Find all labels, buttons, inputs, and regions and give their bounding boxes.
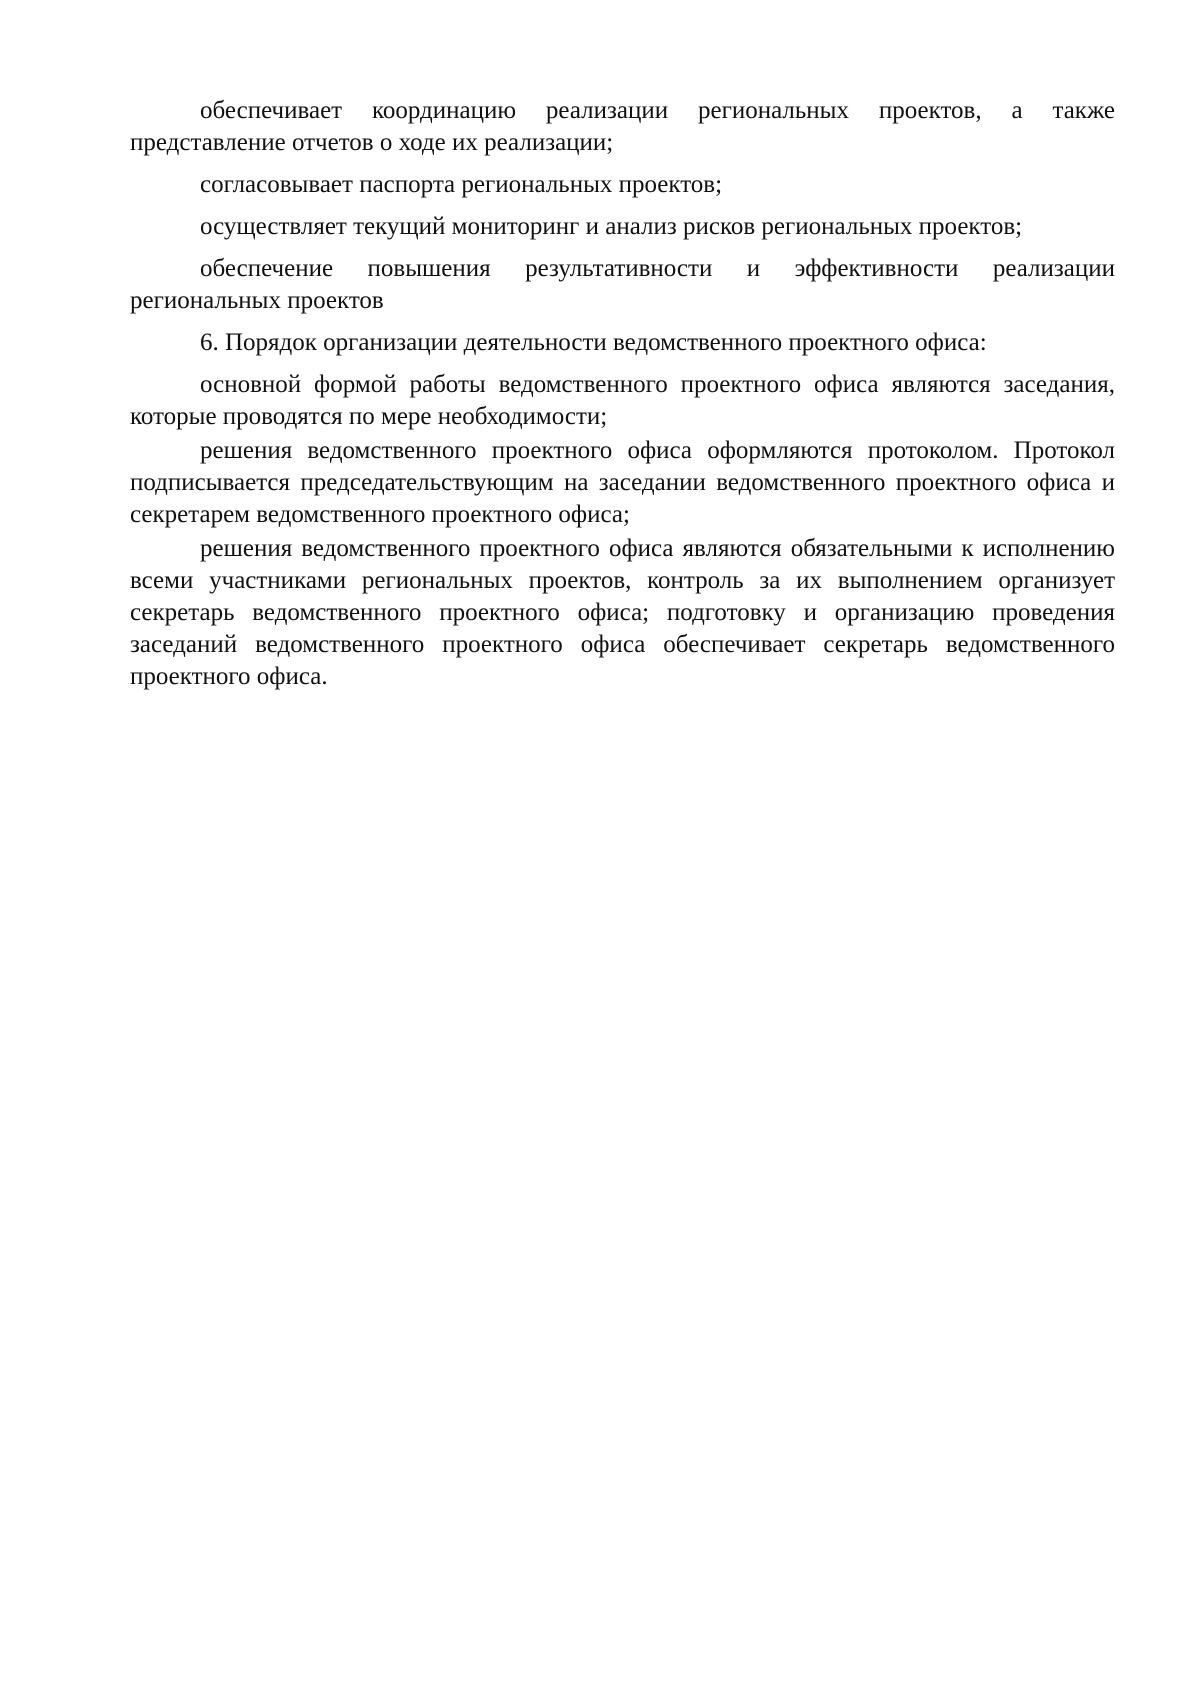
paragraph-passports: согласовывает паспорта региональных проектов;	[200, 171, 723, 198]
paragraph-monitoring: осуществляет текущий мониторинг и анализ рисков региональных проектов;	[200, 213, 1023, 240]
document-body	[130, 95, 1115, 695]
paragraph-protocol: решения ведомственного проектного офиса оформляются протоколом. Протокол подписывается председательствующим на заседании ведомственного проектного офиса и секретарем ведомственного проектного офиса;	[130, 437, 1115, 528]
paragraph-effectiveness: обеспечение повышения результативности и эффективности реализации региональных проектов	[130, 255, 1115, 314]
paragraph-coordination: обеспечивает координацию реализации региональных проектов, а также представление отчетов о ходе их реализации;	[130, 97, 1115, 156]
section-heading-procedure: 6. Порядок организации деятельности ведомственного проектного офиса:	[200, 329, 987, 356]
paragraph-obligations: решения ведомственного проектного офиса являются обязательными к исполнению всеми участниками региональных проектов, контроль за их выполнением организует секретарь ведомственного проектного офиса; подготовку и организацию проведения заседаний ведомственного проектного офиса обеспечивает секретарь ведомственного проектного офиса.	[130, 535, 1115, 690]
paragraph-meetings: основной формой работы ведомственного проектного офиса являются заседания, которые проводятся по мере необходимости;	[130, 371, 1115, 430]
